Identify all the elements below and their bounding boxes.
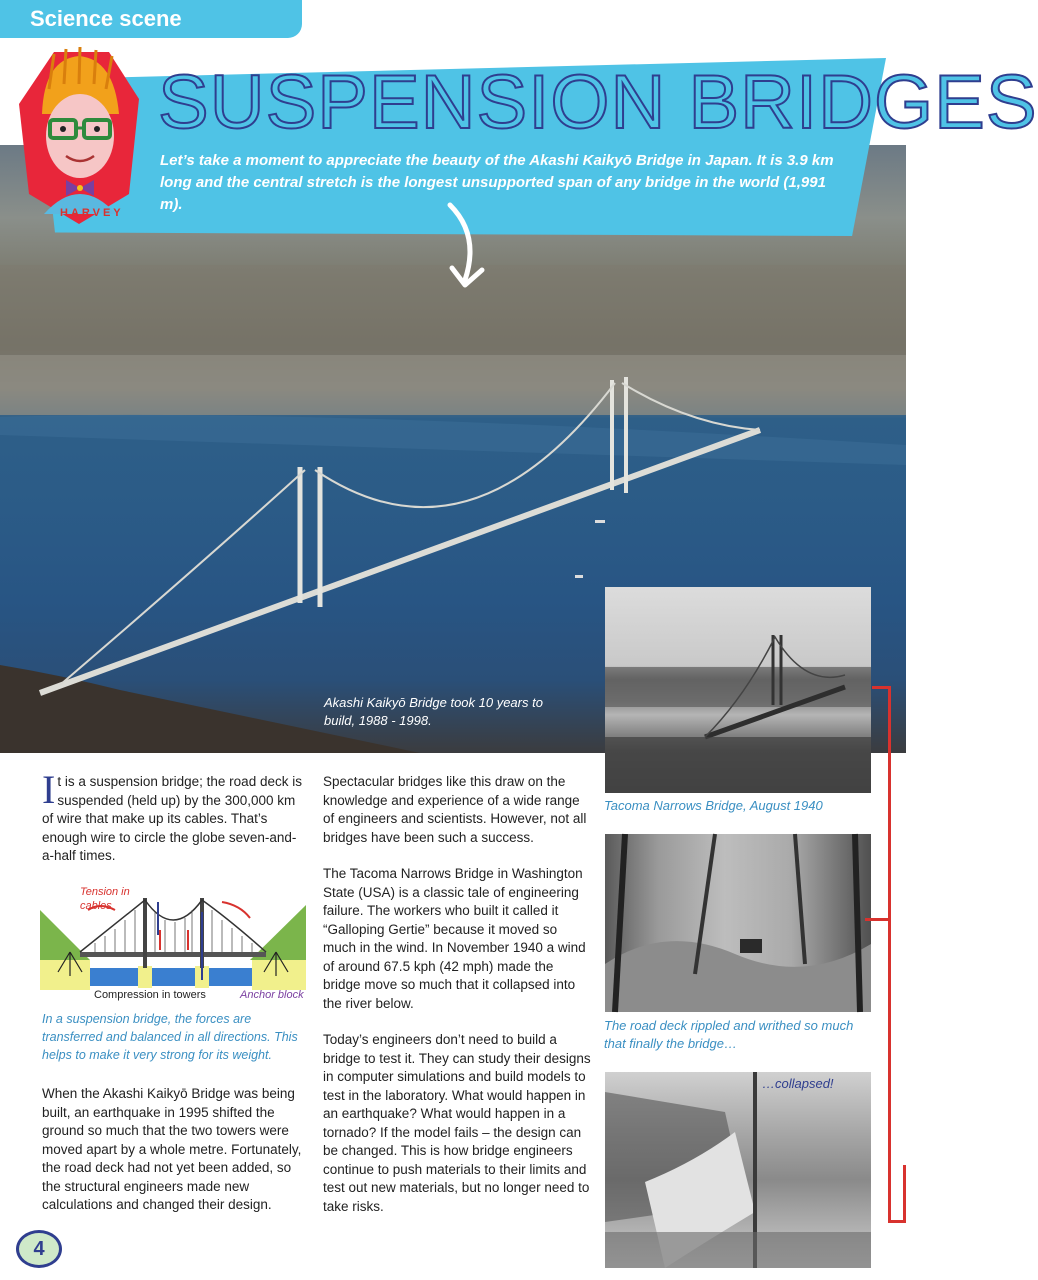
section-tab: Science scene (0, 0, 302, 38)
column-2 (323, 773, 593, 1234)
column-1-paragraph-1 (42, 767, 304, 866)
column-1 (42, 767, 304, 884)
photo-caption-1: Tacoma Narrows Bridge, August 1940 (604, 798, 823, 813)
intro-text: Let’s take a moment to appreciate the beauty of the Akashi Kaikyō Bridge in Japan. It is 3.9 km long and the central stretch is the longest unsupported span of any bridge in the world (1,991 m). (160, 152, 834, 213)
page-title: SUSPENSION BRIDGES (158, 60, 1038, 145)
connector-line (903, 1165, 906, 1223)
connector-line (888, 686, 891, 1222)
tacoma-photo-3 (605, 1072, 871, 1268)
column-2-paragraph-1: Spectacular bridges like this draw on the knowledge and experience of a wide range of engineers and scientists. However, not all bridges have been such a success. (323, 774, 587, 845)
connector-line (865, 918, 890, 921)
compression-label: Compression in towers (94, 989, 206, 1001)
photo-caption-3: …collapsed! (762, 1076, 834, 1091)
column-2-paragraph-2: The Tacoma Narrows Bridge in Washington State (USA) is a classic tale of engineering failure. The workers who built it called it “Galloping Gertie” because it moved so much in the wind. In November 1940 a wind of around 67.5 kph (42 mph) made the bridge move so much that it collapsed into the river below. (323, 866, 586, 1011)
column-1-lower (42, 1085, 304, 1233)
character-name: HARVEY (60, 207, 124, 219)
harvey-avatar (14, 44, 144, 234)
diagram-caption: In a suspension bridge, the forces are transferred and balanced in all directions. This helps to make it very strong for its weight. (42, 1012, 298, 1062)
suspension-diagram (40, 880, 306, 1002)
photo-caption-2: The road deck rippled and writhed so much that finally the bridge… (604, 1018, 854, 1051)
column-1-paragraph-2: When the Akashi Kaikyō Bridge was being built, an earthquake in 1995 shifted the ground so much that the two towers were moved apart by a whole metre. Fortunately, the road deck had not yet been added, so the structural engineers made new calculations and changed their design. (42, 1086, 302, 1212)
tension-label-2: cables (80, 900, 112, 912)
arrow-down-icon (440, 200, 500, 295)
tension-label-1: Tension in (80, 886, 130, 898)
anchor-label: Anchor block (240, 989, 304, 1001)
main-photo-caption: Akashi Kaikyō Bridge took 10 years to build, 1988 - 1998. (324, 695, 543, 728)
tacoma-photo-2 (605, 834, 871, 1012)
column-2-paragraph-3: Today’s engineers don’t need to build a bridge to test it. They can study their designs in computer simulations and build models to test in the laboratory. What would happen in an earthquake? What would happen in a tornado? If the model fails – the design can be changed. This is how bridge engineers continue to push materials to their limits and test out new materials, but no longer need to take risks. (323, 1032, 591, 1214)
drop-cap: I (42, 767, 56, 812)
tacoma-photo-1 (605, 587, 871, 793)
page-number: 4 (16, 1230, 62, 1268)
column-1-text: t is a suspension bridge; the road deck is suspended (held up) by the 300,000 km of wire that make up its cables. That’s enough wire to circle the globe seven-and-a-half times. (42, 774, 302, 863)
